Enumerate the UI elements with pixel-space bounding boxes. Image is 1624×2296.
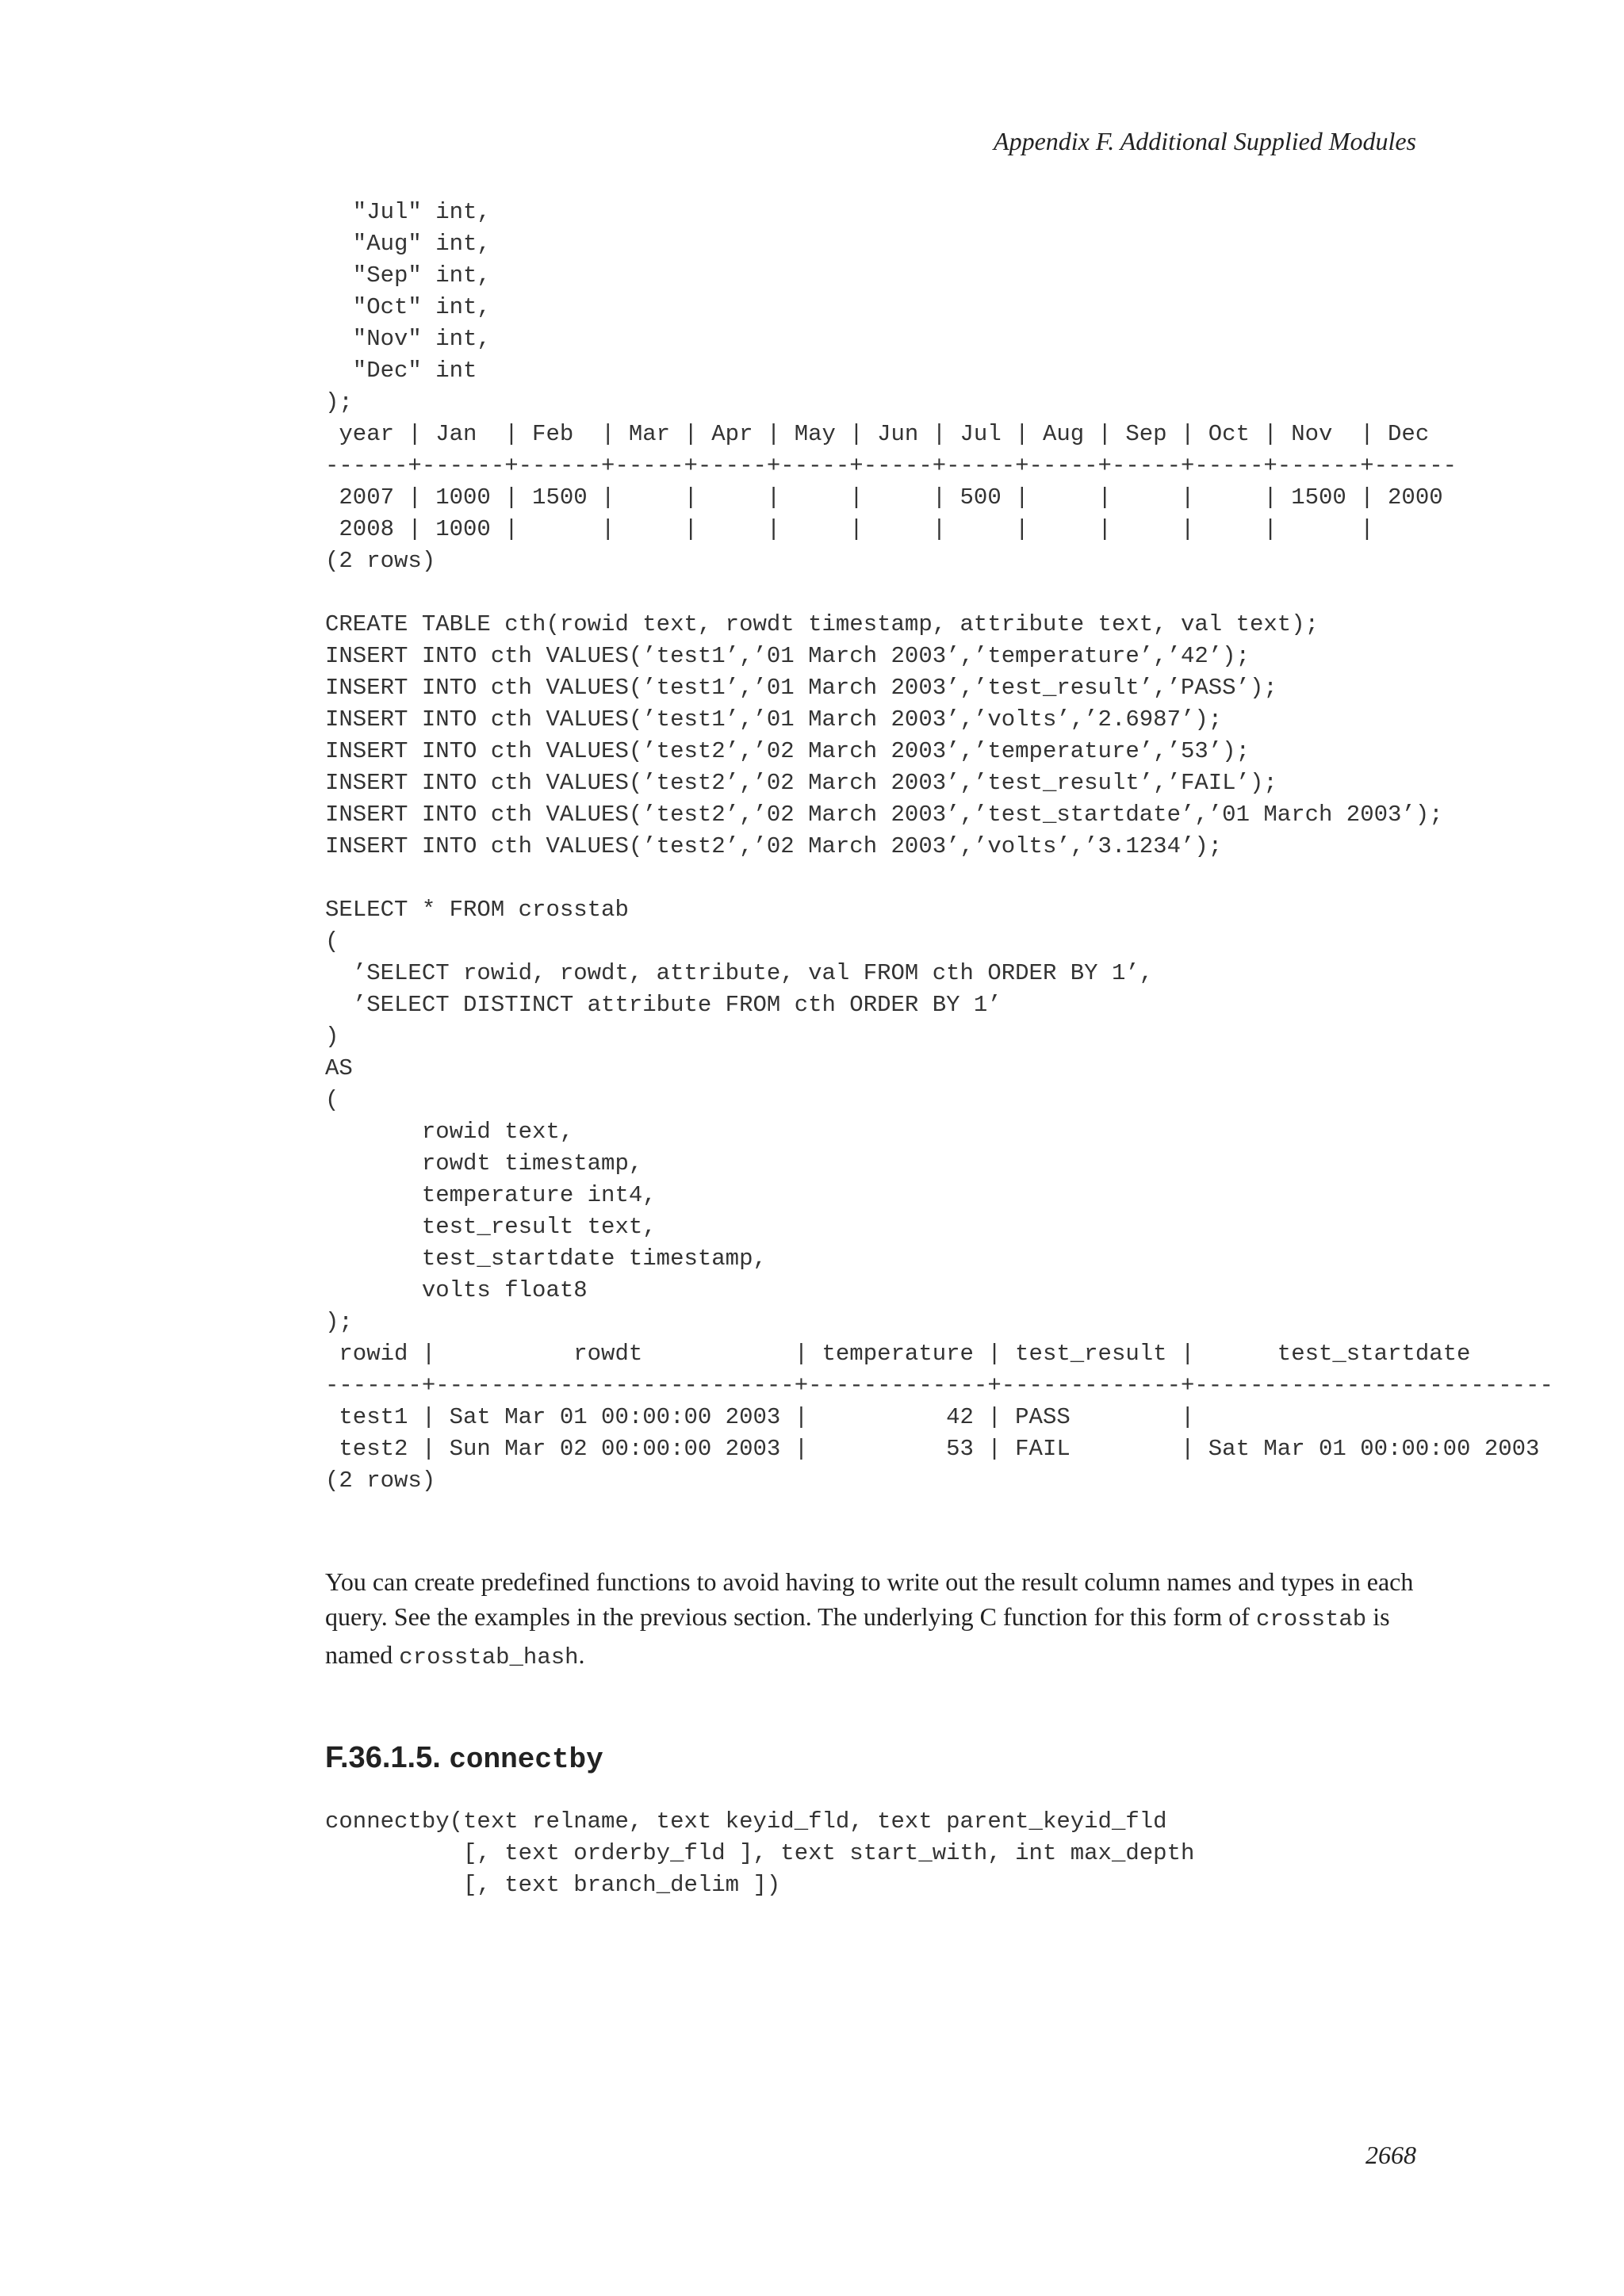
- paragraph-text: is named: [325, 1602, 1390, 1669]
- code-line: (2 rows): [325, 548, 436, 574]
- section-name: connectby: [449, 1743, 603, 1776]
- page-number: 2668: [1365, 2141, 1416, 2169]
- inline-code-crosstab-hash: crosstab_hash: [399, 1644, 579, 1670]
- code-line: rowdt timestamp,: [325, 1150, 643, 1177]
- code-line: INSERT INTO cth VALUES(’test2’,’02 March 2003’,’temperature’,’53’);: [325, 738, 1250, 764]
- code-line: volts float8: [325, 1277, 588, 1303]
- signature-line: [, text orderby_fld ], text start_with, int max_depth: [325, 1840, 1195, 1866]
- code-line: 2008 | 1000 | | | | | | | | | | |: [325, 516, 1374, 542]
- code-line: INSERT INTO cth VALUES(’test2’,’02 March 2003’,’test_result’,’FAIL’);: [325, 770, 1277, 796]
- code-line: "Sep" int,: [325, 262, 491, 289]
- code-line: test1 | Sat Mar 01 00:00:00 2003 | 42 | PASS |: [325, 1404, 1195, 1430]
- code-line: "Jul" int,: [325, 199, 491, 225]
- paragraph-text: You can create predefined functions to avoid having to write out the result column names and types in each query. See the examples in the previous section. The underlying C function for this form of: [325, 1567, 1414, 1631]
- code-line: "Nov" int,: [325, 326, 491, 352]
- code-line: SELECT * FROM crosstab: [325, 897, 629, 923]
- code-block-crosstab-example: [325, 197, 1553, 1497]
- signature-line: [, text branch_delim ]): [325, 1872, 781, 1898]
- code-line: [325, 863, 1553, 894]
- code-line: "Dec" int: [325, 358, 477, 384]
- code-line: );: [325, 389, 353, 415]
- code-line: test_result text,: [325, 1214, 657, 1240]
- code-line: test2 | Sun Mar 02 00:00:00 2003 | 53 | FAIL | Sat Mar 01 00:00:00 2003: [325, 1436, 1540, 1462]
- inline-code-crosstab: crosstab: [1255, 1606, 1367, 1632]
- code-line: test_startdate timestamp,: [325, 1246, 767, 1272]
- code-line: "Oct" int,: [325, 294, 491, 320]
- signature-line: connectby(text relname, text keyid_fld, text parent_keyid_fld: [325, 1808, 1167, 1835]
- code-line: INSERT INTO cth VALUES(’test2’,’02 March 2003’,’test_startdate’,’01 March 2003’);: [325, 802, 1443, 828]
- code-line: ’SELECT rowid, rowdt, attribute, val FROM cth ORDER BY 1’,: [325, 960, 1154, 986]
- code-line: ’SELECT DISTINCT attribute FROM cth ORDER BY 1’: [325, 992, 1002, 1018]
- code-line: INSERT INTO cth VALUES(’test1’,’01 March 2003’,’temperature’,’42’);: [325, 643, 1250, 669]
- code-line: -------+--------------------------+-------------+-------------+--------------------------: [325, 1372, 1553, 1399]
- code-line: rowid | rowdt | temperature | test_result | test_startdate: [325, 1341, 1471, 1367]
- paragraph-text: .: [578, 1640, 585, 1669]
- code-line: CREATE TABLE cth(rowid text, rowdt timestamp, attribute text, val text);: [325, 611, 1320, 637]
- code-line: year | Jan | Feb | Mar | Apr | May | Jun | Jul | Aug | Sep | Oct | Nov | Dec: [325, 421, 1430, 447]
- code-line: INSERT INTO cth VALUES(’test1’,’01 March 2003’,’test_result’,’PASS’);: [325, 675, 1277, 701]
- body-paragraph: [325, 1564, 1419, 1675]
- code-line: AS: [325, 1055, 353, 1081]
- code-line: (2 rows): [325, 1468, 436, 1494]
- code-line: ------+------+------+-----+-----+-----+-----+-----+-----+-----+-----+------+------: [325, 453, 1457, 479]
- code-line: 2007 | 1000 | 1500 | | | | | 500 | | | | 1500 | 2000: [325, 484, 1443, 511]
- code-line: [325, 577, 1553, 609]
- code-line: (: [325, 1087, 339, 1113]
- code-line: ): [325, 1024, 339, 1050]
- code-line: );: [325, 1309, 353, 1335]
- code-line: (: [325, 928, 339, 955]
- code-line: rowid text,: [325, 1119, 574, 1145]
- code-line: "Aug" int,: [325, 231, 491, 257]
- running-header: Appendix F. Additional Supplied Modules: [994, 127, 1416, 155]
- code-block-connectby-signature: [325, 1806, 1194, 1901]
- section-heading: [325, 1741, 603, 1776]
- code-line: INSERT INTO cth VALUES(’test1’,’01 March 2003’,’volts’,’2.6987’);: [325, 706, 1223, 733]
- code-line: temperature int4,: [325, 1182, 657, 1208]
- section-number: F.36.1.5.: [325, 1741, 450, 1774]
- code-line: INSERT INTO cth VALUES(’test2’,’02 March 2003’,’volts’,’3.1234’);: [325, 833, 1223, 859]
